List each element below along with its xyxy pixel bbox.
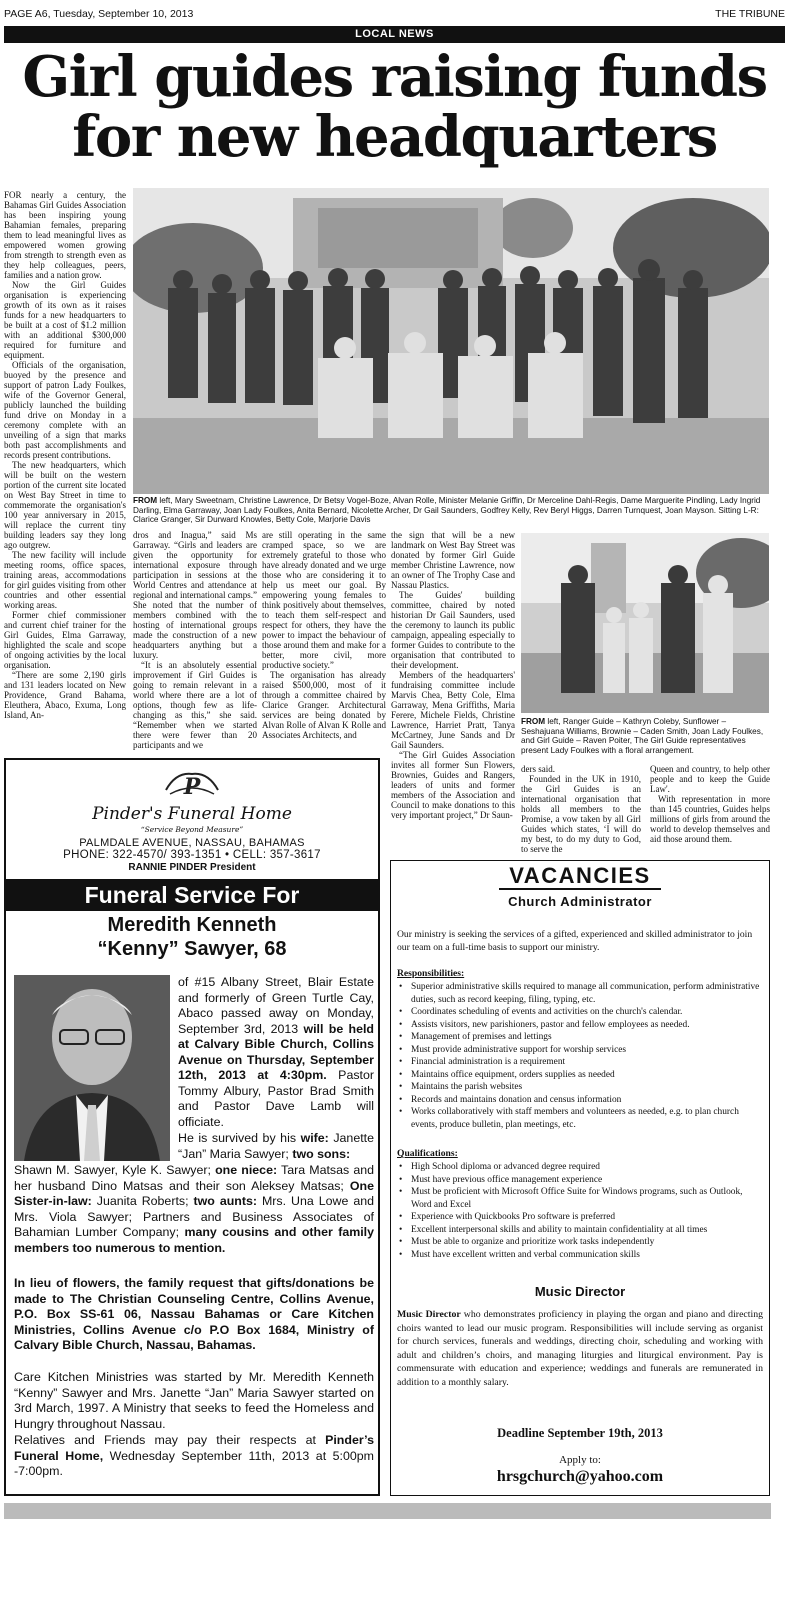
list-item: • Works collaboratively with staff members and volunteers as needed, e.g. to plan church events, produce bulletin, plan meetings, etc. [397, 1106, 763, 1131]
deceased-portrait [14, 975, 170, 1161]
list-item: • Maintains the parish websites [397, 1081, 763, 1094]
application-deadline: Deadline September 19th, 2013 [497, 1426, 663, 1440]
article-paragraph: ders said. [521, 764, 555, 774]
apply-to-label: Apply to: [559, 1454, 601, 1466]
list-item: • Financial administration is a requirement [397, 1056, 763, 1069]
article-paragraph: dros and Inagua,” said Ms Garraway. “Girls and leaders are given the opportunity for international exposure through participation in sessions at the World Centres and attendance at regional and international camps.” She noted that the number of members combined with the hosting of international groups made the construction of a new headquarters anything but a luxury. [133, 530, 257, 660]
article-paragraph: the sign that will be a new landmark on West Bay Street was donated by former Girl Guide member Christine Lawrence, now an owner of The Trophy Case and Nassau Plastics. [391, 530, 515, 590]
section-label: LOCAL NEWS [4, 26, 785, 43]
headline-line-1: Girl guides raising funds [22, 44, 767, 110]
funeral-home-slogan: “Service Beyond Measure” [140, 825, 244, 834]
guides-photo [521, 533, 769, 713]
guides-photo-caption [521, 717, 769, 755]
caption-lead: FROM [133, 496, 158, 505]
article-paragraph: Members of the headquarters' fundraising committee include Marvis Chea, Betty Cole, Elma Garraway, Mena Griffiths, Maria Ferere, Michele Fields, Christine Lawrence, Harriet Pratt, Tanya McCartney, June Sands and Dr Gail Saunders. [391, 670, 515, 750]
svg-text:P: P [183, 774, 201, 800]
responsibilities-list [397, 981, 763, 1131]
article-paragraph: Queen and country, to help other people and to keep the Guide Law'. [650, 764, 770, 794]
list-item: • Must have excellent written and verbal communication skills [397, 1249, 763, 1262]
list-item: • Management of premises and lettings [397, 1031, 763, 1044]
funeral-home-address: PALMDALE AVENUE, NASSAU, BAHAMAS [79, 837, 305, 849]
funeral-home-phone: PHONE: 322-4570/ 393-1351 • CELL: 357-3617 [63, 849, 321, 861]
survivors-sister-in-law-label: One Sister-in-law: [14, 1178, 374, 1208]
group-photo-image [133, 188, 769, 494]
flowers-request-text: In lieu of flowers, the family request that gifts/donations be made to The Christian Counseling Centre, Collins Avenue, P.O. Box SS-61 06, Nassau Bahamas or Care Kitchen Ministries, Collins Avenue c/o P.O Box 1684, Ministry of Calvary Bible Church, Nassau, Bahamas. [14, 1276, 374, 1352]
list-item: • High School diploma or advanced degree required [397, 1161, 763, 1174]
article-paragraph: are still operating in the same cramped space, so we are extremely grateful to those who have already donated and we urge those who are considering it to help us meet our goal. By empowering young females to think positively about themselves, to teach them self-respect and respect for others, they have the power to impact the behaviour of those around them and make for a better, more civil, more productive society.” [262, 530, 386, 670]
group-photo-caption [133, 496, 769, 525]
list-item: • Maintains office equipment, orders supplies as needed [397, 1069, 763, 1082]
responsibilities-label: Responsibilities: [397, 968, 465, 979]
survivors-wife-label: wife: [300, 1131, 329, 1145]
deceased-name-line-1: Meredith Kenneth [107, 914, 277, 936]
list-item: • Must be able to organize and prioritize work tasks independently [397, 1236, 763, 1249]
survivors-aunts-label: two aunts: [193, 1194, 257, 1208]
funeral-notice-ad [4, 758, 380, 1496]
article-paragraph: Now the Girl Guides organisation is experiencing growth of its own as it raises funds for a new headquarters to be built at a cost of $1.2 million with an additional $300,000 required for furniture and equipment. [4, 280, 126, 360]
list-item: • Superior administrative skills required to manage all communication, perform administrative duties, such as record keeping, filing, typing, etc. [397, 981, 763, 1006]
viewing-time: Wednesday September 11th, 2013 at 5:00pm -7:00pm. [14, 1448, 374, 1478]
caption-text: left, Mary Sweetnam, Christine Lawrence, Dr Betsy Vogel-Boze, Alvan Rolle, Minister Melanie Griffin, Dr Merceline Dahl-Regis, Dame Marguerite Pindling, Lady Ingrid Darling, Elma Garraway, Joan Lady Foulkes, Anita Bernard, Nicolette Archer, Dr Gail Saunders, Godfrey Kelly, Rev Beryl Higgs, Darren Turnquest, Joan Mayson. Sitting L-R: Clarice Granger, Sir Durward Knowles, Betty Cole, Marjorie Davis [133, 496, 761, 524]
article-paragraph: FOR nearly a century, the Bahamas Girl Guides Association has been inspiring young Bahamian females, preparing them to lead meaningful lives as empowered women growing from strength to strength even as they help colleagues, peers, families and a nation grow. [4, 190, 126, 280]
music-director-lead: Music Director [397, 1309, 461, 1320]
guides-photo-image [521, 533, 769, 713]
article-paragraph: The new headquarters, which will be built on the western portion of the current site located on West Bay Street in time to commemorate the organisation's 100 year anniversary in 2015, will replace the current tiny building leaders say they long ago outgrew. [4, 460, 126, 550]
funeral-service-time: will be held at Calvary Bible Church, Collins Avenue on Thursday, September 12th, 2013 at 4:30pm. [178, 1021, 374, 1082]
funeral-home-emblem [162, 768, 222, 802]
funeral-details [178, 975, 374, 1130]
survivors-cousins: many cousins and other family members too numerous to mention. [14, 1225, 375, 1255]
funeral-officiants: Pastor Tommy Albury, Pastor Brad Smith and Pastor Dave Lamb will officiate. [178, 1068, 374, 1129]
vacancies-title: VACANCIES [509, 863, 651, 888]
article-paragraph: The new facility will include meeting rooms, office spaces, training areas, accommodations for girl guides visiting from other countries and other essential working areas. [4, 550, 126, 610]
survivors-sister-in-law: Juanita Roberts; [91, 1194, 194, 1208]
list-item: • Must have previous office management experience [397, 1174, 763, 1187]
article-column-2 [133, 530, 257, 750]
vacancies-intro: Our ministry is seeking the services of a gifted, experienced and skilled administrator to join our team on a full-time basis to support our ministry. [397, 929, 753, 953]
qualifications-label: Qualifications: [397, 1148, 458, 1159]
viewing-intro: Relatives and Friends may pay their respects at [14, 1433, 326, 1447]
survivors-sons-label: two sons: [292, 1146, 351, 1161]
publication-name: THE TRIBUNE [715, 8, 785, 20]
flowers-request [14, 1276, 374, 1354]
deceased-name [6, 913, 378, 961]
survivors-list [14, 1163, 374, 1256]
page-date: PAGE A6, Tuesday, September 10, 2013 [4, 8, 194, 20]
funeral-details-text: of #15 Albany Street, Blair Estate and formerly of Green Turtle Cay, Abaco passed away on Monday, September 3rd, 2013 [178, 975, 374, 1036]
survivors-aunts: Mrs. Una Lowe and Mrs. Viola Sawyer; Partners and Business Associates of Bahamian Lumber Company; [14, 1194, 374, 1239]
vacancies-ad [390, 860, 770, 1496]
music-director-title: Music Director [534, 1284, 626, 1299]
application-email: hrsgchurch@yahoo.com [496, 1468, 664, 1485]
viewing-details [14, 1433, 374, 1480]
list-item: • Must provide administrative support for worship services [397, 1044, 763, 1057]
care-kitchen-note: Care Kitchen Ministries was started by Mr. Meredith Kenneth “Kenny” Sawyer and Mrs. Janette “Jan” Maria Sawyer started on 3rd March, 1997. A Ministry that seeks to feed the Homeless and Hungry throughout Nassau. [14, 1370, 374, 1431]
funeral-service-title: Funeral Service For [6, 879, 378, 911]
survivors-niece-label: one niece: [215, 1163, 278, 1177]
caption-lead: FROM [521, 717, 546, 726]
funeral-home-president: RANNIE PINDER President [128, 862, 256, 873]
vacancies-subtitle: Church Administrator [508, 894, 652, 909]
list-item: • Experience with Quickbooks Pro software is preferred [397, 1211, 763, 1224]
survivors-intro: He is survived by his [178, 1131, 301, 1145]
group-photo [133, 188, 769, 494]
article-paragraph: Officials of the organisation, buoyed by the presence and support of patron Lady Foulkes, wife of the Governor General, publicly launched the building fund drive on Monday in a ceremony complete with an unveiling of a sign that marks both past accomplishments and records present contributions. [4, 360, 126, 460]
article-column-3 [262, 530, 386, 740]
article-paragraph: “The Girl Guides Association invites all former Sun Flowers, Brownies, Guides and Rangers, leaders of units and former members of the Association and Council to make donations to this very important project,” Dr Saun- [391, 750, 515, 820]
list-item: • Excellent interpersonal skills and ability to maintain confidentiality at all times [397, 1224, 763, 1237]
survivors-start [178, 1131, 374, 1162]
survivors-wife: Janette “Jan” Maria Sawyer; [178, 1131, 374, 1161]
list-item: • Must be proficient with Microsoft Office Suite for Windows programs, such as Outlook, Word and Excel [397, 1186, 763, 1211]
list-item: • Records and maintains donation and census information [397, 1094, 763, 1107]
music-director-text: who demonstrates proficiency in playing the organ and piano and directing choirs wanted to lead our music program. Responsibilities will include serving as organist for church services, funerals and weddings, directing choir, scheduling and working with adult and children’s choirs, and managing liturgies and liturgical environment. Pay is commensurate with education and experience; weddings and funerals are remunerated in addition to a monthly salary. [397, 1309, 764, 1388]
article-paragraph: The organisation has already raised $500,000, most of it through a committee chaired by Clarice Granger. Architectural services are being donated by Alvan Rolle of Alvan K Rolle and Associates Architects, and [262, 670, 386, 740]
article-paragraph: Founded in the UK in 1910, the Girl Guides is an international organisation that holds all members to the Promise, a vow taken by all Girl Guides which states, ‘I will do my best, to do my duty to God, to serve the [521, 774, 641, 854]
survivors-sons: Shawn M. Sawyer, Kyle K. Sawyer; [14, 1163, 216, 1177]
funeral-home-name: Pinder's Funeral Home [92, 804, 292, 824]
qualifications-list [397, 1161, 763, 1261]
article-paragraph: The Guides' building committee, chaired by noted historian Dr Gail Saunders, used the ceremony to launch its public campaign, appealing especially to former Guides to contribute to the organisation that contributed to their development. [391, 590, 515, 670]
article-column-6 [650, 764, 770, 844]
deceased-name-line-2: “Kenny” Sawyer, 68 [97, 938, 287, 960]
page-header [4, 8, 785, 22]
viewing-location: Pinder’s Funeral Home, [14, 1433, 374, 1463]
article-column-4 [391, 530, 515, 820]
article-paragraph: Former chief commissioner and current chief trainer for the Girl Guides, Elma Garraway, highlighted the scale and scope of ongoing activities by the local organisation. [4, 610, 126, 670]
list-item: • Assists visitors, new parishioners, pastor and fellow employees as needed. [397, 1019, 763, 1032]
music-director-description [397, 1308, 763, 1390]
footer-bar [4, 1503, 771, 1519]
list-item: • Coordinates scheduling of events and activities on the church's calendar. [397, 1006, 763, 1019]
deceased-portrait-image [14, 975, 170, 1161]
caption-text: left, Ranger Guide – Kathryn Coleby, Sunflower – Seshajuana Williams, Brownie – Caden Smith, Joan Lady Foulkes, and Girl Guide – Raven Poiter, The Girl Guide representatives present Lady Foulkes with a floral arrangement. [521, 717, 764, 755]
article-paragraph: “It is an absolutely essential improvement if Girl Guides is going to remain relevant in a world where there are a lot of options, though few as life-changing as this,” she said. “Remember when we started there were fewer than 20 participants and we [133, 660, 257, 750]
article-paragraph: “There are some 2,190 girls and 131 leaders located on New Providence, Grand Bahama, Eleuthera, Abaco, Exuma, Long Island, An- [4, 670, 126, 720]
headline [4, 44, 785, 170]
headline-line-2: for new headquarters [72, 104, 717, 170]
article-column-1 [4, 190, 126, 720]
article-paragraph: With representation in more than 145 countries, Guides helps millions of girls from around the world to develop themselves and aid those around them. [650, 794, 770, 844]
vacancies-title-underline [499, 888, 661, 890]
survivors-niece: Tara Matsas and her husband Dino Matsas and their son Aleksey Matsas; [14, 1163, 374, 1193]
article-column-5 [521, 764, 641, 854]
